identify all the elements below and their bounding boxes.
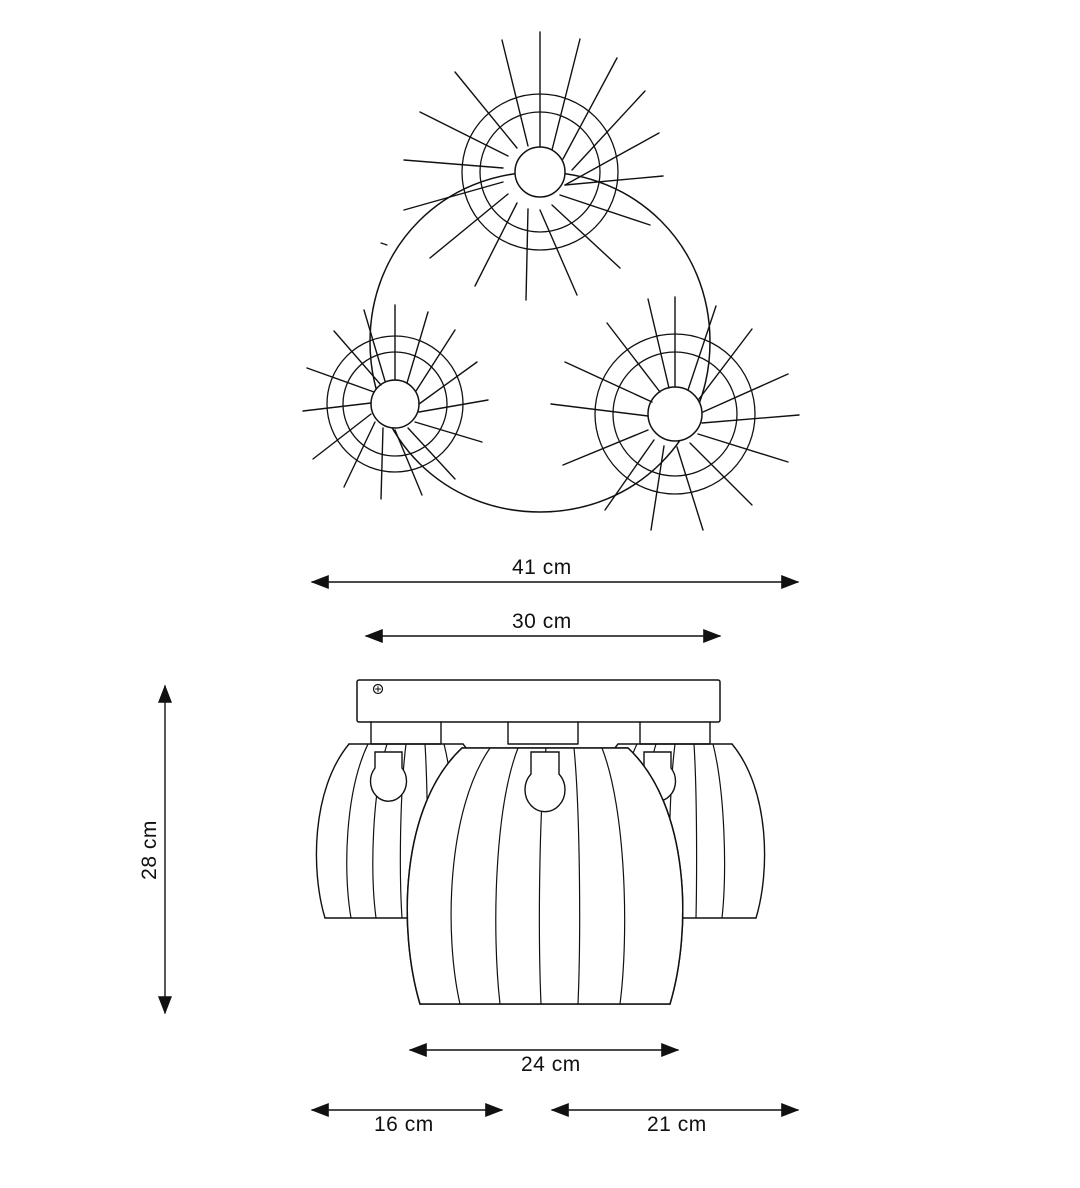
dimension-label-height: 28 cm: [138, 813, 162, 887]
dimension-label-overall-width: 41 cm: [505, 556, 579, 580]
cage-top: [404, 32, 663, 300]
top-view-group: [303, 32, 799, 530]
dimension-label-left-offset: 16 cm: [367, 1113, 441, 1137]
front-view-group: [316, 680, 764, 1004]
dimension-label-right-offset: 21 cm: [640, 1113, 714, 1137]
dimension-label-base-diameter: 30 cm: [505, 610, 579, 634]
dimension-label-shade-width: 24 cm: [514, 1053, 588, 1077]
cage-left: [303, 305, 488, 499]
cage-right: [551, 297, 799, 530]
shade-middle: [407, 748, 682, 1004]
